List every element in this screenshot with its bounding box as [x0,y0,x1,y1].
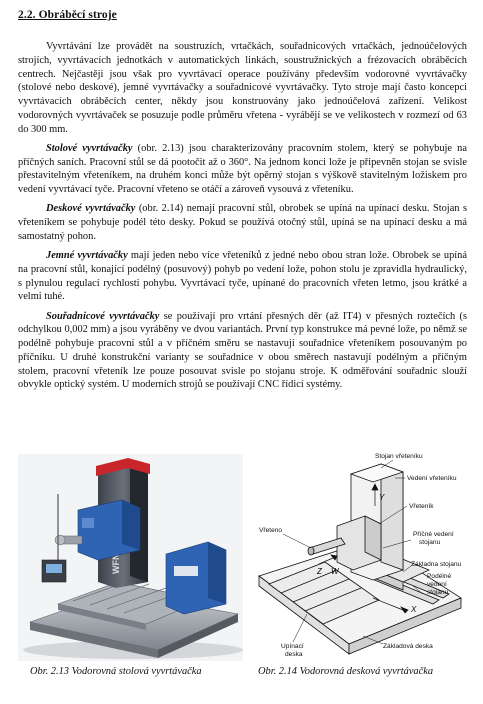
caption-fig-2-13: Obr. 2.13 Vodorovná stolová vyvrtávačka [30,666,202,677]
section-heading: 2.2. Obráběcí stroje [18,9,117,21]
paragraph-text: (obr. 2.14) nemají pracovní stůl, obrobek se upíná na upínací desku. Stojan s vřeteníkem se pohybuje podél této desky. Pokud se používá otočný stůl, upíná se na upínací desku a má samostatný pohon. [18,203,467,242]
figure-floor-boring-machine [253,448,467,663]
paragraph-text: mají jeden nebo více vřeteníků z jedné nebo obou stran lože. Obrobek se upíná na pracovní stůl, konající podélný (posuvový) pohyb po vedení lože, pohon stolu je zpravidla hydraulický, s plynulou regulací rychlosti pohybu. Vyvrtávací tyče, upínané do pracovních vřeten letmo, jsou krátké a velmi tuhé. [18,250,467,303]
label-pricne-vedeni-2: stojanu [419,539,441,546]
paragraph-text: (obr. 2.13) jsou charakterizovány pracovním stolem, který se pohybuje na příčných saních. Pracovní stůl se dá pootočit až o 360°. Na jednom konci lože je připevněn stojan se svisle přestavitelným vřeteníkem, na druhém konci může být opěrný stojan s výškově stavitelným ložiskem pro vedení vyvrtávací tyče. Pracovní vřeteno se otáčí a zároveň vysouvá z vřeteníku. [18,142,467,195]
term-jemne: Jemné vyvrtávačky [46,250,128,261]
term-stolove: Stolové vyvrtávačky [46,142,133,154]
label-podelne-vedeni: Podélné [427,573,452,580]
label-podelne-vedeni-2: vedení [427,581,447,588]
axis-y-label: Y [379,493,385,502]
label-podelne-vedeni-3: stojanu [427,589,449,596]
term-souradnicove: Souřadnicové vyvrtávačky [46,310,160,322]
label-vretenik: Vřeteník [409,503,434,510]
label-upinaci-deska: Upínací [281,643,304,650]
paragraph-text: se používají pro vrtání přesných děr (až IT4) v přesných roztečích (s odchylkou 0,002 mm) a jsou vyráběny ve dvou variantách. První typ konstrukce má pevné lože, po němž se podélně pohybuje pracovní stůl a v příčném směru se nastavují souřadnice vřeteníkem posouvaným po příčníku. U druhé konstrukční varianty se souřadnice v obou směrech nastavují podélným a příčným stolem, pracovní vřeteník lze pouze posouvat svisle po stojanu stroje. K odměřování souřadnic slouží obvykle optický systém. U moderních strojů se používají CNC řídicí systémy. [18,310,467,391]
label-vedeni-vreteniku: Vedení vřeteníku [407,475,457,482]
axis-w-label: W [331,567,339,576]
label-zakladna-stojanu: Základna stojanu [411,561,462,568]
label-stojan-vreteniku: Stojan vřeteníku [375,453,423,460]
body-text [18,40,467,398]
axis-x-label: X [411,605,417,614]
paragraph-souradnicove [18,310,467,393]
figure-table-boring-machine [18,454,243,661]
paragraph-jemne [18,249,467,304]
paragraph-intro [18,40,467,136]
figures-row [18,448,467,658]
caption-fig-2-14: Obr. 2.14 Vodorovná desková vyvrtávačka [258,666,434,677]
axis-z-label: Z [317,567,322,576]
paragraph-stolove [18,142,467,197]
label-pricne-vedeni: Příčné vedení [413,531,454,538]
term-deskove: Deskové vyvrtávačky [46,203,136,215]
paragraph-text: Vyvrtávání lze provádět na soustruzích, vrtačkách, souřadnicových vrtačkách, jednoúčelových strojích, vyvrtávacích jednotkách v automatických linkách, soustružnických a frézovacích obráběcích centrech. Nejčastěji jsou však pro vyvrtávací operace používány především vodorovné vyvrtávačky (stolové nebo deskové), jemné vyvrtávačky a souřadnicové vyvrtávačky. Tyto stroje mají často koncepci vyvrtávacích obráběcích center, někdy jsou konstruovány jako jednoúčelová zařízení. Velikost vodorovných vyvrtávaček se posuzuje podle průměru vřetena - vyrábějí se ve velikostech v rozmezí od 63 do 300 mm. [18,41,467,135]
label-vreteno: Vřeteno [259,527,283,534]
paragraph-deskove [18,202,467,243]
label-upinaci-deska-2: deska [285,651,303,658]
label-zakladova-deska: Základová deska [383,643,433,650]
